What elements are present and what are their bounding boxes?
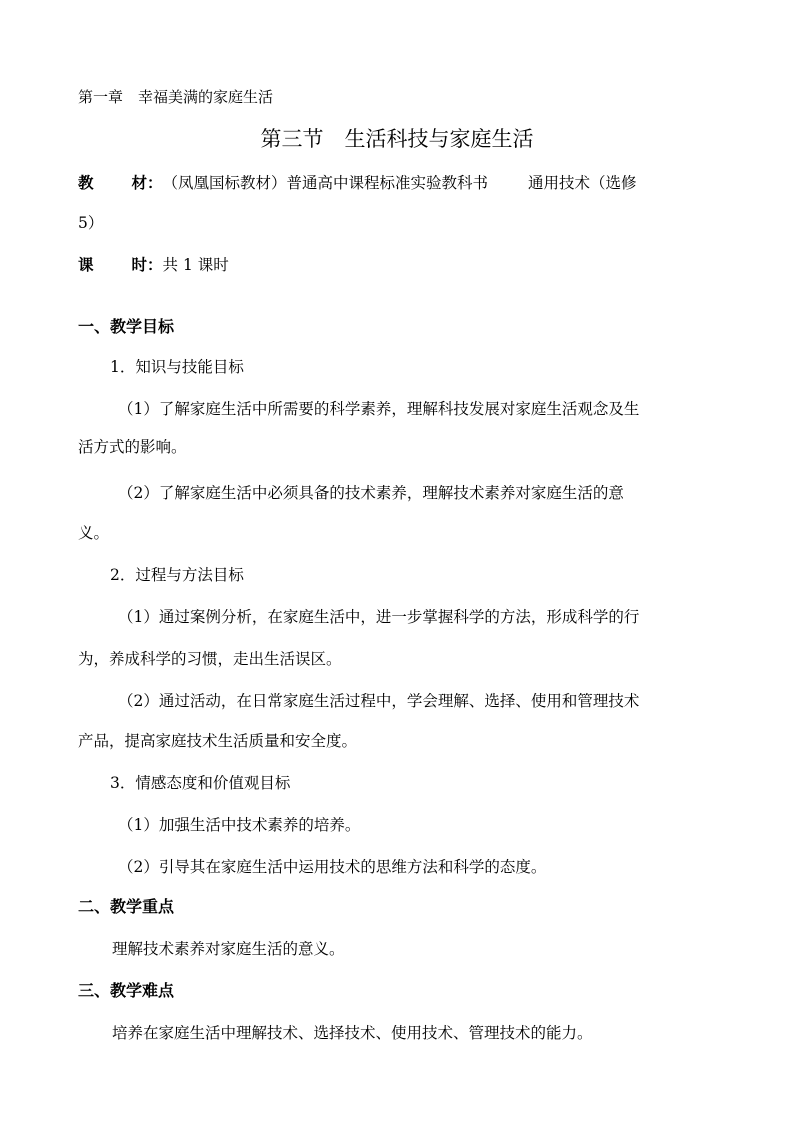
goals-heading: 一、教学目标 (78, 317, 175, 336)
textbook-line (78, 172, 637, 194)
difficulty-heading: 三、教学难点 (78, 981, 175, 1000)
goal2-item1-line1: （1）通过案例分析，在家庭生活中，进一步掌握科学的方法，形成科学的行 (118, 608, 640, 626)
goal3-item2: （2）引导其在家庭生活中运用技术的思维方法和科学的态度。 (118, 858, 547, 876)
period-label-1: 课 (78, 255, 94, 274)
key-points-text: 理解技术素养对家庭生活的意义。 (112, 940, 345, 958)
goal3-heading: 3．情感态度和价值观目标 (110, 774, 291, 792)
period-line (78, 254, 229, 276)
goal2-heading: 2．过程与方法目标 (110, 566, 244, 584)
textbook-label-1: 教 (78, 173, 94, 192)
textbook-value: （凤凰国标教材）普通高中课程标准实验教科书 (162, 174, 489, 192)
goal2-item2-line1: （2）通过活动，在日常家庭生活过程中，学会理解、选择、使用和管理技术 (118, 692, 640, 710)
goal1-item1-line1: （1）了解家庭生活中所需要的科学素养，理解科技发展对家庭生活观念及生 (118, 400, 640, 418)
textbook-label-2: 材： (131, 173, 163, 192)
section-title: 第三节 生活科技与家庭生活 (260, 127, 534, 151)
chapter-heading: 第一章 幸福美满的家庭生活 (78, 88, 274, 106)
goal1-item2-line1: （2）了解家庭生活中必须具备的技术素养，理解技术素养对家庭生活的意 (118, 484, 624, 502)
goal1-item2-line2: 义。 (78, 524, 110, 542)
goal1-item1-line2: 活方式的影响。 (78, 438, 187, 456)
key-points-heading: 二、教学重点 (78, 897, 175, 916)
goal3-item1: （1）加强生活中技术素养的培养。 (118, 816, 361, 834)
period-value: 共 1 课时 (162, 256, 229, 274)
textbook-value-2: 通用技术（选修 (528, 174, 637, 192)
goal2-item1-line2: 为，养成科学的习惯，走出生活误区。 (78, 650, 342, 668)
goal2-item2-line2: 产品，提高家庭技术生活质量和安全度。 (78, 732, 358, 750)
difficulty-text: 培养在家庭生活中理解技术、选择技术、使用技术、管理技术的能力。 (112, 1024, 593, 1042)
textbook-line-continued: 5） (78, 214, 104, 232)
goal1-heading: 1．知识与技能目标 (110, 358, 244, 376)
period-label-2: 时： (131, 255, 163, 274)
